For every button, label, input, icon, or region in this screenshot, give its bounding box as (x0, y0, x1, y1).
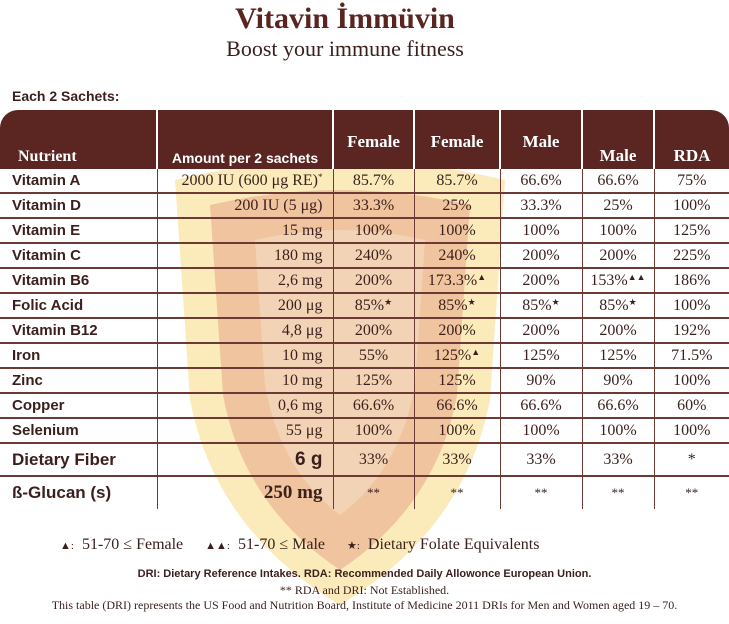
table-row (0, 343, 729, 368)
legend-folate: Dietary Folate Equivalents (367, 536, 540, 553)
male-value: 90% (500, 368, 582, 393)
male-value: 200% (582, 318, 654, 343)
footnote-not-established: ** RDA and DRI: Not Established. (279, 583, 450, 597)
page-subtitle: Boost your immune fitness (226, 36, 464, 61)
legend-female: 51-70 ≤ Female (81, 536, 184, 553)
nutrient-name: Copper (0, 393, 157, 418)
amount-value: 250 mg (157, 476, 333, 509)
male-value: 100% (500, 418, 582, 443)
female-value: 100% (333, 218, 414, 243)
table-row-glucan (0, 476, 729, 509)
footnote-mark: ★ (551, 296, 560, 307)
col-header-male-1: Male (500, 110, 582, 169)
table-row (0, 393, 729, 418)
female-value: 55% (333, 343, 414, 368)
amount-value: 4,8 μg (157, 318, 333, 343)
rda-value: 60% (654, 393, 729, 418)
col-header-nutrient: Nutrient (0, 110, 157, 169)
male-value: 125% (582, 343, 654, 368)
female-value: 100% (333, 418, 414, 443)
nutrient-name: Zinc (0, 368, 157, 393)
female-value: ** (414, 476, 500, 509)
female-value: 33% (333, 443, 414, 476)
female-value: 85.7% (414, 169, 500, 193)
male-value: 66.6% (500, 393, 582, 418)
amount-value: 2000 IU (600 μg RE)* (157, 169, 333, 193)
male-value: 100% (582, 218, 654, 243)
male-value: 100% (500, 218, 582, 243)
footnote-mark: ★ (467, 296, 476, 307)
female-value: 173.3%▲ (414, 268, 500, 293)
male-value: 125% (500, 343, 582, 368)
col-header-male-2: Male (582, 110, 654, 169)
nutrition-table (0, 110, 729, 509)
table-row (0, 293, 729, 318)
female-value: 85%★ (333, 293, 414, 318)
amount-value: 200 IU (5 μg) (157, 193, 333, 218)
female-value: 240% (414, 243, 500, 268)
amount-value: 10 mg (157, 368, 333, 393)
female-value: 66.6% (333, 393, 414, 418)
star-icon: ★: (346, 540, 360, 552)
male-value: 200% (500, 268, 582, 293)
footnote-mark: * (318, 171, 323, 182)
amount-value: 0,6 mg (157, 393, 333, 418)
female-value: ** (333, 476, 414, 509)
female-value: 85.7% (333, 169, 414, 193)
male-value: 66.6% (582, 169, 654, 193)
col-header-rda: RDA (654, 110, 729, 169)
page-title: Vitavin İmmüvin (235, 2, 455, 35)
nutrient-name: Vitamin E (0, 218, 157, 243)
female-value: 125% (414, 368, 500, 393)
male-value: 100% (582, 418, 654, 443)
table-row (0, 243, 729, 268)
footnote-dri: DRI: Dietary Reference Intakes. RDA: Recommended Daily Allowonce European Union. (137, 568, 592, 580)
female-value: 33% (414, 443, 500, 476)
male-value: 153%▲▲ (582, 268, 654, 293)
footnote-mark: ★ (628, 296, 637, 307)
table-row (0, 218, 729, 243)
rda-value: ** (654, 476, 729, 509)
nutrient-name: Vitamin B6 (0, 268, 157, 293)
male-value: ** (500, 476, 582, 509)
nutrient-name: Vitamin D (0, 193, 157, 218)
male-value: 25% (582, 193, 654, 218)
footnote-mark: ▲▲ (627, 271, 646, 282)
legend-male: 51-70 ≤ Male (238, 536, 325, 553)
male-value: 85%★ (500, 293, 582, 318)
nutrient-name: ß-Glucan (s) (12, 483, 112, 502)
nutrient-name: Vitamin C (0, 243, 157, 268)
double-triangle-icon: ▲▲: (205, 540, 230, 552)
amount-value: 15 mg (157, 218, 333, 243)
male-value: 200% (582, 243, 654, 268)
table-row (0, 193, 729, 218)
table-row (0, 169, 729, 193)
rda-value: 186% (654, 268, 729, 293)
rda-value: 100% (654, 368, 729, 393)
legend (60, 536, 543, 554)
col-header-amount: Amount per 2 sachets (157, 110, 333, 169)
table-row (0, 418, 729, 443)
amount-value: 180 mg (157, 243, 333, 268)
male-value: 33% (582, 443, 654, 476)
male-value: ** (582, 476, 654, 509)
col-header-female-2: Female (414, 110, 500, 169)
footnote-source: This table (DRI) represents the US Food and Nutrition Board, Institute of Medicine 2011 DRIs for Men and Women aged 19 – 70. (51, 598, 678, 612)
rda-value: 125% (654, 218, 729, 243)
male-value: 90% (582, 368, 654, 393)
footnote-mark: ▲ (477, 271, 487, 282)
male-value: 66.6% (500, 169, 582, 193)
amount-value: 200 μg (157, 293, 333, 318)
rda-value: * (654, 443, 729, 476)
nutrient-name: Iron (0, 343, 157, 368)
female-value: 240% (333, 243, 414, 268)
female-value: 200% (333, 318, 414, 343)
nutrient-name: Selenium (0, 418, 157, 443)
amount-value: 2,6 mg (157, 268, 333, 293)
rda-value: 225% (654, 243, 729, 268)
footnote-mark: ▲ (471, 346, 481, 357)
serving-label: Each 2 Sachets: (12, 88, 120, 104)
rda-value: 100% (654, 193, 729, 218)
male-value: 200% (500, 318, 582, 343)
female-value: 125%▲ (414, 343, 500, 368)
nutrient-name: Vitamin A (0, 169, 157, 193)
female-value: 200% (414, 318, 500, 343)
female-value: 25% (414, 193, 500, 218)
nutrient-name: Vitamin B12 (0, 318, 157, 343)
table-row (0, 268, 729, 293)
female-value: 200% (333, 268, 414, 293)
rda-value: 71.5% (654, 343, 729, 368)
amount-value: 10 mg (157, 343, 333, 368)
col-header-female-1: Female (333, 110, 414, 169)
male-value: 85%★ (582, 293, 654, 318)
header-row (0, 110, 729, 169)
female-value: 85%★ (414, 293, 500, 318)
table-row-fiber (0, 443, 729, 476)
nutrient-name: Dietary Fiber (0, 443, 157, 476)
male-value: 33.3% (500, 193, 582, 218)
female-value: 33.3% (333, 193, 414, 218)
rda-value: 192% (654, 318, 729, 343)
triangle-icon: ▲: (60, 540, 74, 552)
footnote-mark: ★ (384, 296, 393, 307)
amount-value: 55 μg (157, 418, 333, 443)
table-row (0, 318, 729, 343)
female-value: 66.6% (414, 393, 500, 418)
nutrient-name: Folic Acid (0, 293, 157, 318)
table-body (0, 169, 729, 509)
male-value: 66.6% (582, 393, 654, 418)
table-row (0, 368, 729, 393)
amount-value: 6 g (157, 443, 333, 476)
female-value: 100% (414, 418, 500, 443)
rda-value: 100% (654, 418, 729, 443)
rda-value: 75% (654, 169, 729, 193)
female-value: 125% (333, 368, 414, 393)
male-value: 33% (500, 443, 582, 476)
male-value: 200% (500, 243, 582, 268)
female-value: 100% (414, 218, 500, 243)
rda-value: 100% (654, 293, 729, 318)
